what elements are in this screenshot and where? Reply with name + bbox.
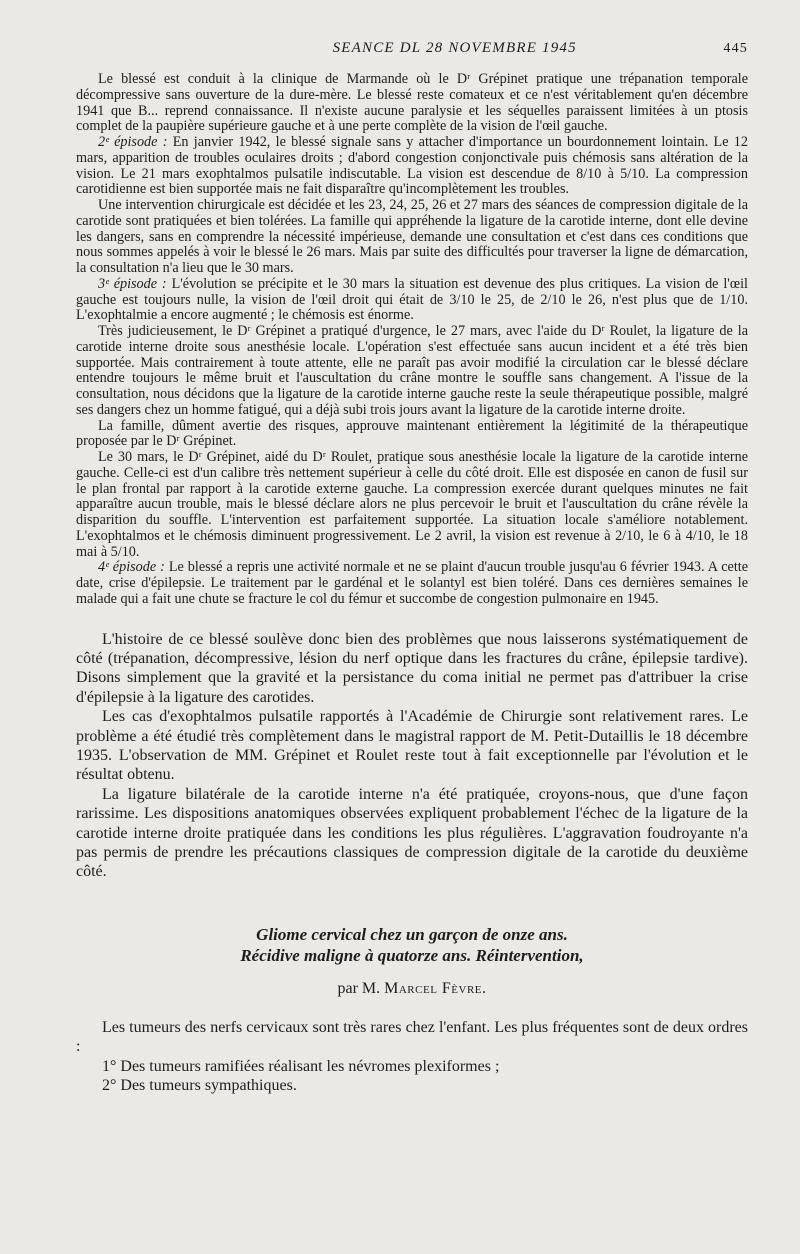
article-title-line: Gliome cervical chez un garçon de onze ans. bbox=[256, 924, 568, 944]
list-item: 1° Des tumeurs ramifiées réalisant les névromes plexiformes ; bbox=[102, 1057, 500, 1075]
article-title-line: Récidive maligne à quatorze ans. Réintervention, bbox=[240, 945, 584, 965]
article-title bbox=[76, 924, 748, 966]
byline bbox=[76, 980, 748, 998]
case-paragraph bbox=[76, 277, 748, 324]
case-paragraph bbox=[76, 560, 748, 607]
byline-prefix: par M. bbox=[337, 979, 381, 997]
case-paragraph: Le blessé est conduit à la clinique de Marmande où le Dʳ Grépinet pratique une trépanation temporale décompressive sans ouverture de la dure-mère. Le blessé reste comateux et ce n'est véritablement qu'en décembre 1941 que B... reprend connaissance. Il n'existe aucune paralysie et les séquelles paraissent limitées à un ptosis complet de la paupière supérieure gauche et à une perte complète de la vision de l'œil gauche. bbox=[76, 71, 748, 135]
episode-text: Le blessé a repris une activité normale et ne se plaint d'aucun trouble jusqu'au 6 février 1943. A cette date, crise d'épilepsie. Le traitement par le gardénal et le solantyl est bien toléré. Dans ces dernières semaines le malade qui a fait une chute se fracture le col du fémur et succombe de congestion pulmonaire en 1945. bbox=[76, 559, 748, 607]
author-name: Marcel Fèvre. bbox=[384, 979, 487, 997]
list-item: 2° Des tumeurs sympathiques. bbox=[102, 1077, 297, 1094]
case-report bbox=[76, 72, 748, 608]
discussion-paragraph: L'histoire de ce blessé soulève donc bien des problèmes que nous laisserons systématiquement de côté (trépanation, décompressive, lésion du nerf optique dans les fractures du crâne, épilepsie tardive). Disons simplement que la gravité et la persistance du coma initial ne permet pas d'attribuer la crise d'épilepsie à la ligature des carotides. bbox=[76, 630, 748, 706]
page-number: 445 bbox=[723, 41, 748, 56]
episode-label: 3ᵉ épisode : bbox=[98, 275, 167, 292]
case-paragraph bbox=[76, 135, 748, 198]
intro-paragraph: Les tumeurs des nerfs cervicaux sont très rares chez l'enfant. Les plus fréquentes sont de deux ordres : bbox=[76, 1018, 748, 1056]
case-paragraph: La famille, dûment avertie des risques, approuve maintenant entièrement la légitimité de la thérapeutique proposée par le Dʳ Grépinet. bbox=[76, 417, 748, 450]
case-paragraph: Le 30 mars, le Dʳ Grépinet, aidé du Dʳ Roulet, pratique sous anesthésie locale la ligature de la carotide interne gauche. Celle-ci est d'un calibre très nettement supérieur à celle du côté droit. Elle est disposée en canon de fusil sur le plan frontal par rapport à la carotide externe gauche. La compression exercée durant quelques minutes ne fait apparaître aucun trouble, mais le blessé déclare alors ne plus percevoir le bruit et l'auscultation du crâne révèle la disparition du souffle. L'intervention est parfaitement supportée. La situation locale s'améliore notablement. L'exophtalmos et le chémosis diminuent progressivement. Le 2 avril, la vision est revenue à 2/10, le 6 à 4/10, le 18 mai à 5/10. bbox=[76, 449, 748, 560]
case-paragraph: Très judicieusement, le Dʳ Grépinet a pratiqué d'urgence, le 27 mars, avec l'aide du Dʳ Roulet, la ligature de la carotide interne droite sous anesthésie locale. L'opération s'est effectuée sans aucun incident et a été très bien supportée. Mais contrairement à toute attente, elle ne paraît pas avoir modifié la circulation car le blessé déclare entendre toujours le même bruit et l'auscultation du crâne montre le souffle sans changement. A l'issue de la consultation, nous décidons que la ligature de la carotide interne gauche reste la seule thérapeutique possible, malgré ses dangers chez un homme fatigué, qui a déjà subi trois jours avant la ligature de la carotide interne droite. bbox=[76, 323, 748, 418]
discussion-paragraph: La ligature bilatérale de la carotide interne n'a été pratiquée, croyons-nous, que d'une façon rarissime. Les dispositions anatomiques observées expliquent probablement l'échec de la ligature de la carotide interne droite pratiquée dans les conditions les plus régulières. L'aggravation foudroyante n'a pas permis de prendre les précautions classiques de compression digitale de la carotide du deuxième côté. bbox=[76, 785, 748, 881]
case-paragraph: Une intervention chirurgicale est décidée et les 23, 24, 25, 26 et 27 mars des séances de compression digitale de la carotide sont pratiquées et bien tolérées. La famille qui appréhende la ligature de la carotide interne, dont elle devine les dangers, sans en comprendre la nécessité impérieuse, demande une consultation et c'est dans ces conditions que nous sommes appelés à voir le blessé le 26 mars. Mais par suite des difficultés pour traverser la ligne de démarcation, la consultation n'a lieu que le 30 mars. bbox=[76, 197, 748, 276]
discussion-paragraph: Les cas d'exophtalmos pulsatile rapportés à l'Académie de Chirurgie sont relativement rares. Le problème a été étudié très complètement dans le magistral rapport de M. Petit-Dutaillis le 18 décembre 1935. L'observation de MM. Grépinet et Roulet reste tout à fait exceptionnelle par l'évolution et le résultat obtenu. bbox=[76, 708, 748, 784]
discussion bbox=[76, 630, 748, 882]
episode-label: 2ᵉ épisode : bbox=[98, 134, 168, 150]
episode-text: L'évolution se précipite et le 30 mars la situation est devenue des plus critiques. La vision de l'œil gauche est toujours nulle, la vision de l'œil droit qui était de 3/10 le 25, de 2/10 le 26, n'est plus que de 1/10. L'exophtalmie a encore augmenté ; le chémosis est énorme. bbox=[76, 275, 748, 324]
running-header bbox=[76, 40, 748, 62]
running-title: SEANCE DL 28 NOVEMBRE 1945 bbox=[332, 40, 577, 56]
episode-label: 4ᵉ épisode : bbox=[98, 559, 165, 576]
episode-text: En janvier 1942, le blessé signale sans y attacher d'importance un bourdonnement lointain. Le 12 mars, apparition de troubles oculaires droits ; d'abord congestion conjonctivale puis chémosis sans altération de la vision. Le 21 mars exophtalmos pulsatile indiscutable. La vision est descendue de 8/10 à 5/10. La compression carotidienne est bien supportée mais ne fait disparaître qu'incomplètement les troubles. bbox=[76, 134, 748, 198]
article-intro bbox=[76, 1018, 748, 1096]
